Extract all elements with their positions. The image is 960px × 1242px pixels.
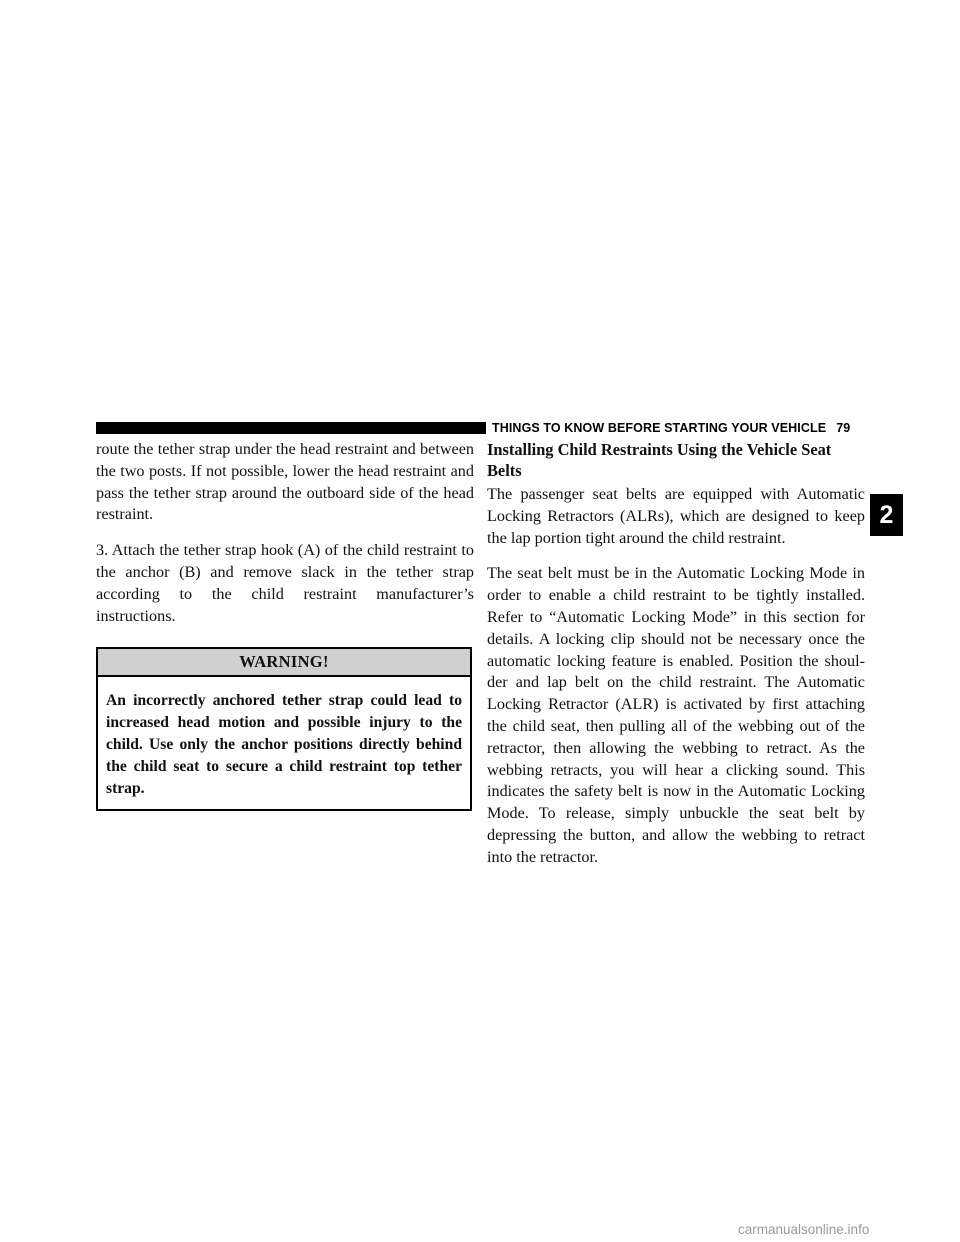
watermark-text: carmanualsonline.info	[738, 1222, 870, 1237]
header-rule	[96, 422, 486, 434]
warning-title: WARNING!	[98, 649, 470, 677]
paragraph-alr-intro: The passenger seat belts are equipped with Automatic Locking Retractors (ALRs), which are designed to keep the lap portion tight around the child restraint.	[487, 485, 865, 547]
running-header	[492, 418, 862, 438]
left-column	[96, 439, 474, 811]
page-number: 79	[836, 421, 851, 435]
paragraph-tether-route: route the tether strap under the head restraint and between the two posts. If not possible, lower the head restraint and pass the tether strap around the outboard side of the head restraint.	[96, 440, 474, 524]
header-section-title: THINGS TO KNOW BEFORE STARTING YOUR VEHICLE	[492, 421, 827, 435]
right-column	[487, 439, 865, 883]
section-heading: Installing Child Restraints Using the Vehicle Seat Belts	[487, 440, 832, 480]
paragraph-locking-mode: The seat belt must be in the Automatic Locking Mode in order to enable a child restraint to be tightly installed. Refer to “Automatic Locking Mode” in this section for details. A locking clip should not be necessary once the automatic locking feature is enabled. Position the shoul-der and lap belt on the child restraint. The Automatic Locking Retractor (ALR) is activated by first attaching the child seat, then pulling all of the webbing out of the retractor, then allowing the webbing to retract. As the webbing retracts, you will hear a clicking sound. This indicates the safety belt is now in the Automatic Locking Mode. To release, simply unbuckle the seat belt by depressing the button, and allow the webbing to retract into the retractor.	[487, 564, 865, 866]
warning-text: An incorrectly anchored tether strap could lead to increased head motion and possible injury to the child. Use only the anchor positions directly behind the child seat to secure a child restraint top tether strap.	[106, 692, 462, 797]
paragraph-step-3: 3. Attach the tether strap hook (A) of the child restraint to the anchor (B) and remove slack in the tether strap according to the child restraint manufacturer’s instructions.	[96, 541, 474, 625]
chapter-tab: 2	[870, 494, 903, 536]
warning-box	[96, 647, 472, 811]
